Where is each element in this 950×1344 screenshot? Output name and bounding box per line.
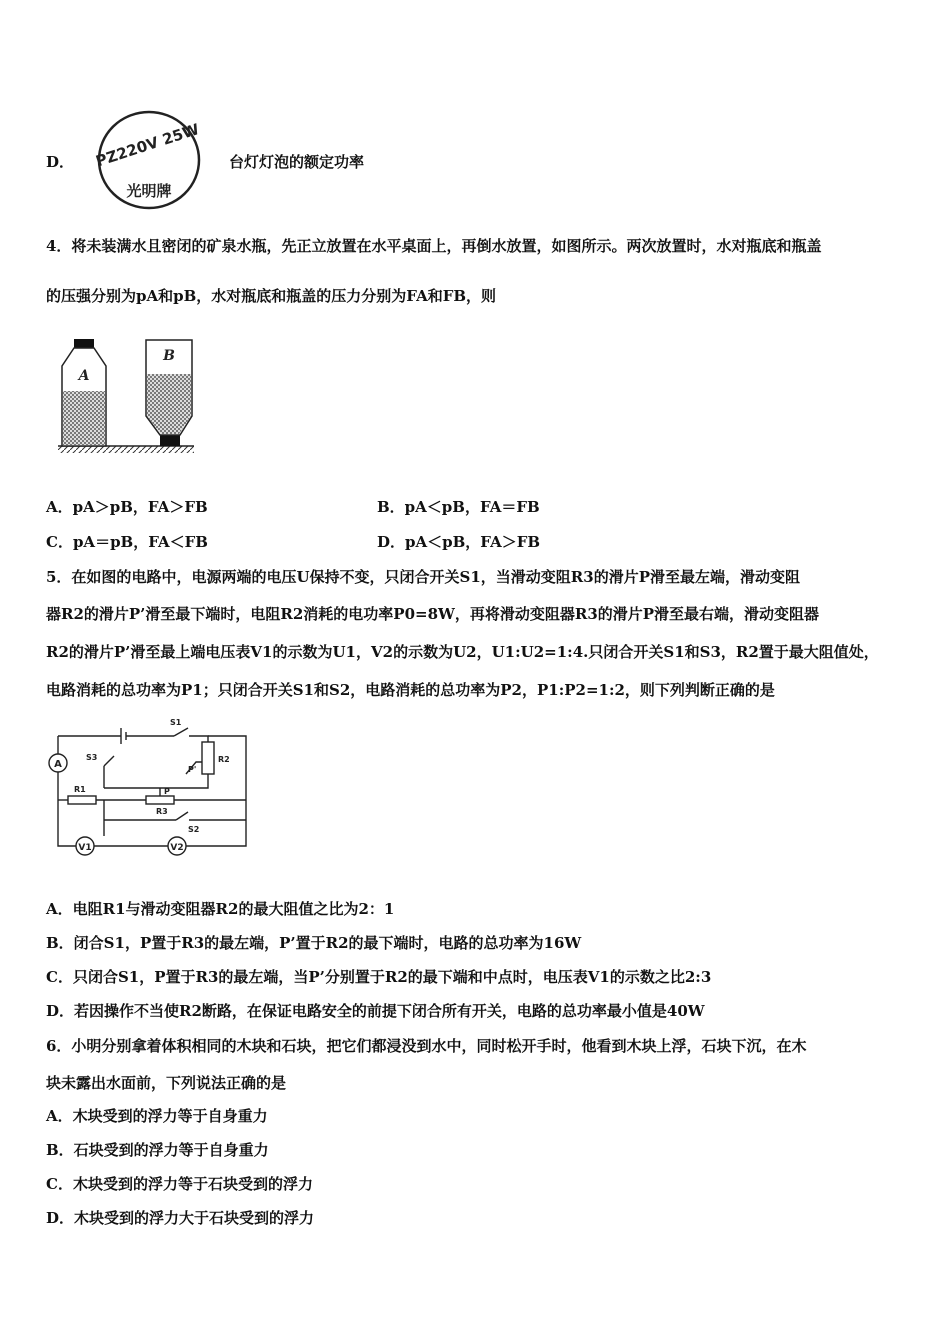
q6-stem-line2: 块未露出水面前，下列说法正确的是 [46, 1074, 287, 1092]
q4-option-d: D．pA＜pB，FA＞FB [377, 533, 541, 551]
bottles-figure [58, 336, 198, 458]
voltmeter-v2-label: V2 [170, 843, 184, 853]
q5-stem-line1: 5．在如图的电路中，电源两端的电压U保持不变，只闭合开关S1，当滑动变阻R3的滑片P滑至最左端，滑动变阻 [46, 568, 800, 586]
voltmeter-v1-label: V1 [78, 843, 92, 853]
q5-stem-line2: 器R2的滑片P’滑至最下端时，电阻R2消耗的电功率P0=8W，再将滑动变阻器R3的滑片P滑至最右端，滑动变阻器 [46, 605, 820, 623]
r2-label: R2 [218, 755, 230, 764]
bulb-brand-text: 光明牌 [126, 182, 172, 200]
p-label: P [164, 787, 170, 796]
s2-label: S2 [188, 825, 200, 834]
q4-stem-line2: 的压强分别为pA和pB，水对瓶底和瓶盖的压力分别为FA和FB，则 [46, 287, 497, 305]
q4-stem-line1: 4．将未装满水且密闭的矿泉水瓶，先正立放置在水平桌面上，再倒水放置，如图所示。两次放置时，水对瓶底和瓶盖 [46, 237, 822, 255]
q5-option-c: C．只闭合S1，P置于R3的最左端，当P’分别置于R2的最下端和中点时，电压表V1的示数之比2:3 [46, 968, 712, 986]
r1-label: R1 [74, 785, 86, 794]
q6-option-a: A．木块受到的浮力等于自身重力 [46, 1107, 268, 1125]
q6-stem-line1: 6．小明分别拿着体积相同的木块和石块，把它们都浸没到水中，同时松开手时，他看到木块上浮，石块下沉，在木 [46, 1037, 807, 1055]
q5-stem-line4: 电路消耗的总功率为P1；只闭合开关S1和S2，电路消耗的总功率为P2，P1:P2=1:2，则下列判断正确的是 [46, 681, 775, 699]
q4-option-c: C．pA＝pB，FA＜FB [46, 533, 208, 551]
q6-option-c: C．木块受到的浮力等于石块受到的浮力 [46, 1175, 313, 1193]
bottle-a-label: A [78, 368, 90, 384]
q5-option-a: A．电阻R1与滑动变阻器R2的最大阻值之比为2：1 [46, 900, 395, 918]
ammeter-label: A [54, 759, 62, 770]
q5-stem-line3: R2的滑片P’滑至最上端电压表V1的示数为U1，V2的示数为U2，U1:U2=1:4.只闭合开关S1和S3，R2置于最大阻值处， [46, 643, 879, 661]
circuit-figure [46, 714, 254, 862]
q5-option-d: D．若因操作不当使R2断路，在保证电路安全的前提下闭合所有开关，电路的总功率最小值是40W [46, 1002, 705, 1020]
q4-option-a: A．pA＞pB，FA＞FB [46, 498, 208, 516]
q5-option-b: B．闭合S1，P置于R3的最左端，P’置于R2的最下端时，电路的总功率为16W [46, 934, 582, 952]
q4-option-b: B．pA＜pB，FA＝FB [377, 498, 540, 516]
q3-option-d-text: 台灯灯泡的额定功率 [229, 153, 365, 171]
r3-label: R3 [156, 807, 168, 816]
q3-option-d-label: D． [46, 153, 75, 171]
bottle-b-label: B [163, 348, 175, 364]
s3-label: S3 [86, 753, 98, 762]
bulb-stamp-figure [94, 108, 206, 212]
p-prime-label: P' [188, 765, 197, 774]
s1-label: S1 [170, 718, 182, 727]
bulb-rating-text: PZ220V 25W [94, 120, 202, 171]
q6-option-b: B．石块受到的浮力等于自身重力 [46, 1141, 269, 1159]
q6-option-d: D．木块受到的浮力大于石块受到的浮力 [46, 1209, 315, 1227]
